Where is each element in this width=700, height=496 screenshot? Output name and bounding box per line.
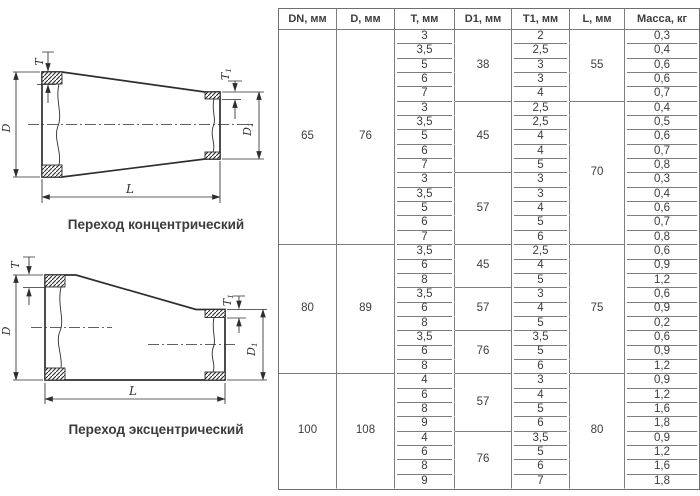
table-cell: 0,7 <box>625 145 699 159</box>
table-cell: 0,6 <box>625 73 699 87</box>
table-cell: 0,9 <box>625 260 699 274</box>
dim-label-T1: T1 <box>221 293 235 307</box>
table-cell: 6 <box>395 389 455 403</box>
table-cell: 0,8 <box>625 159 699 173</box>
dim-label-D1: D1 <box>241 122 255 136</box>
table-cell: 3,5 <box>512 331 570 345</box>
table-cell: 2,5 <box>512 116 570 130</box>
table-cell: 3 <box>512 173 570 187</box>
table-cell: 2 <box>512 30 570 44</box>
table-cell: 108 <box>337 374 395 489</box>
table-cell: 4 <box>512 130 570 144</box>
column-header: L, мм <box>570 9 625 30</box>
table-cell: 0,7 <box>625 216 699 230</box>
eccentric-caption: Переход эксцентрический <box>68 422 244 437</box>
table-cell: 1,8 <box>625 475 699 489</box>
table-cell: 4 <box>512 303 570 317</box>
table-cell: 0,3 <box>625 173 699 187</box>
table-cell: 100 <box>279 374 337 489</box>
table-cell: 5 <box>512 346 570 360</box>
table-cell: 0,9 <box>625 346 699 360</box>
table-cell: 1,6 <box>625 403 699 417</box>
table-cell: 57 <box>455 173 512 245</box>
table-cell: 6 <box>395 346 455 360</box>
table-cell: 75 <box>570 245 625 374</box>
dimensions-table <box>278 8 700 490</box>
table-cell: 0,9 <box>625 303 699 317</box>
table-cell: 65 <box>279 30 337 245</box>
table-cell: 5 <box>512 446 570 460</box>
table-cell: 0,4 <box>625 102 699 116</box>
table-cell: 6 <box>512 360 570 374</box>
table-cell: 80 <box>570 374 625 489</box>
table-cell: 3 <box>512 59 570 73</box>
table-cell: 76 <box>455 331 512 374</box>
table-cell: 2,5 <box>512 245 570 259</box>
table-cell: 6 <box>512 231 570 245</box>
table-cell: 3 <box>512 188 570 202</box>
table-cell: 3,5 <box>395 44 455 58</box>
table-cell: 1,2 <box>625 274 699 288</box>
table-cell: 9 <box>395 475 455 489</box>
table-cell: 55 <box>570 30 625 102</box>
centerlines <box>31 328 238 345</box>
dim-label-D: D <box>0 123 13 133</box>
table-cell: 0,6 <box>625 59 699 73</box>
table-cell: 8 <box>395 360 455 374</box>
table-cell: 4 <box>512 87 570 101</box>
table-cell: 5 <box>512 274 570 288</box>
technical-drawings <box>0 0 278 496</box>
table-cell: 5 <box>512 216 570 230</box>
table-cell: 0,8 <box>625 231 699 245</box>
concentric-caption: Переход концентрический <box>67 217 245 232</box>
table-cell: 3,5 <box>395 331 455 345</box>
dim-label-L: L <box>129 384 137 398</box>
table-cell: 76 <box>455 432 512 489</box>
table-cell: 9 <box>395 417 455 431</box>
table-cell: 5 <box>395 130 455 144</box>
table-cell: 38 <box>455 30 512 102</box>
table-cell: 4 <box>512 389 570 403</box>
table-cell: 1,2 <box>625 389 699 403</box>
dim-label-L: L <box>126 182 134 196</box>
table-cell: 3,5 <box>395 245 455 259</box>
table-cell: 0,6 <box>625 202 699 216</box>
table-cell: 0,6 <box>625 130 699 144</box>
table-cell: 3 <box>395 173 455 187</box>
dim-label-D: D <box>0 326 13 336</box>
table-cell: 0,9 <box>625 374 699 388</box>
table-cell: 0,7 <box>625 87 699 101</box>
table-cell: 2,5 <box>512 102 570 116</box>
table-cell: 1,6 <box>625 460 699 474</box>
dim-label-T: T <box>33 58 46 66</box>
table-cell: 2,5 <box>512 44 570 58</box>
concentric-reducer-diagram <box>0 52 264 232</box>
table-cell: 3,5 <box>395 288 455 302</box>
table-cell: 4 <box>512 145 570 159</box>
table-cell: 4 <box>512 260 570 274</box>
table-cell: 5 <box>512 159 570 173</box>
table-cell: 7 <box>395 231 455 245</box>
column-header: T, мм <box>395 9 455 30</box>
table-cell: 7 <box>512 475 570 489</box>
table-cell: 0,4 <box>625 188 699 202</box>
table-cell: 45 <box>455 245 512 288</box>
table-cell: 3 <box>512 73 570 87</box>
table-cell: 0,6 <box>625 288 699 302</box>
dimensions-table-container <box>278 8 698 490</box>
dim-label-D1: D1 <box>245 342 259 356</box>
table-cell: 7 <box>395 87 455 101</box>
table-row <box>279 245 699 259</box>
table-cell: 57 <box>455 288 512 331</box>
column-header: Масса, кг <box>625 9 699 30</box>
table-cell: 8 <box>395 403 455 417</box>
table-cell: 6 <box>395 446 455 460</box>
table-cell: 3,5 <box>395 188 455 202</box>
table-cell: 89 <box>337 245 395 374</box>
table-cell: 5 <box>512 317 570 331</box>
table-cell: 0,2 <box>625 317 699 331</box>
table-cell: 4 <box>395 432 455 446</box>
table-cell: 3,5 <box>395 116 455 130</box>
table-cell: 6 <box>395 216 455 230</box>
table-cell: 6 <box>512 417 570 431</box>
table-header-row <box>279 9 699 30</box>
table-cell: 6 <box>512 460 570 474</box>
table-cell: 7 <box>395 159 455 173</box>
table-cell: 3 <box>395 30 455 44</box>
table-cell: 0,6 <box>625 245 699 259</box>
table-cell: 45 <box>455 102 512 174</box>
table-cell: 4 <box>512 202 570 216</box>
table-cell: 4 <box>395 374 455 388</box>
table-cell: 5 <box>512 403 570 417</box>
table-cell: 70 <box>570 102 625 245</box>
table-cell: 0,4 <box>625 44 699 58</box>
table-cell: 76 <box>337 30 395 245</box>
dim-label-T: T <box>9 261 22 269</box>
column-header: DN, мм <box>279 9 337 30</box>
eccentric-reducer-diagram <box>0 257 267 437</box>
table-cell: 6 <box>395 73 455 87</box>
column-header: D1, мм <box>455 9 512 30</box>
table-cell: 57 <box>455 374 512 431</box>
table-cell: 80 <box>279 245 337 374</box>
table-cell: 0,6 <box>625 331 699 345</box>
dim-label-T1: T1 <box>219 67 233 81</box>
table-cell: 8 <box>395 460 455 474</box>
table-cell: 8 <box>395 274 455 288</box>
table-cell: 0,3 <box>625 30 699 44</box>
table-cell: 3 <box>512 288 570 302</box>
table-cell: 3 <box>512 374 570 388</box>
column-header: T1, мм <box>512 9 570 30</box>
table-cell: 3 <box>395 102 455 116</box>
column-header: D, мм <box>337 9 395 30</box>
table-cell: 1,2 <box>625 446 699 460</box>
table-cell: 5 <box>395 59 455 73</box>
table-cell: 0,5 <box>625 116 699 130</box>
table-cell: 1,2 <box>625 360 699 374</box>
table-row <box>279 374 699 388</box>
table-row <box>279 30 699 44</box>
table-cell: 6 <box>395 260 455 274</box>
break-lines <box>58 287 214 372</box>
table-cell: 1,8 <box>625 417 699 431</box>
table-cell: 6 <box>395 303 455 317</box>
table-cell: 5 <box>395 202 455 216</box>
table-cell: 6 <box>395 145 455 159</box>
table-cell: 0,9 <box>625 432 699 446</box>
table-cell: 3,5 <box>512 432 570 446</box>
table-cell: 8 <box>395 317 455 331</box>
